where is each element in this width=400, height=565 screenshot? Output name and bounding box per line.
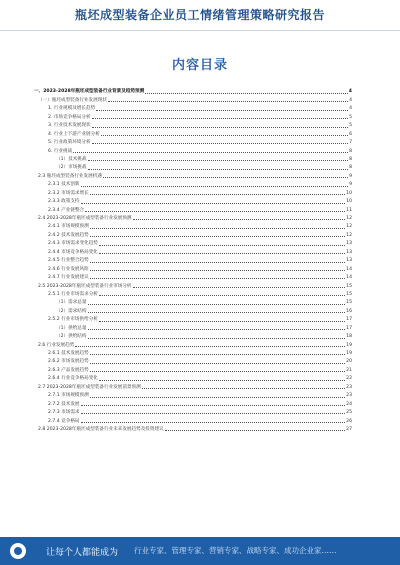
toc-entry[interactable] [34, 146, 352, 154]
toc-entry-page: 14 [346, 275, 352, 281]
toc-entry-label: 6. 行业挑战 [48, 148, 73, 154]
toc-entry-page: 5 [349, 114, 352, 120]
toc-leader-dots [88, 338, 346, 339]
toc-entry-label: 一、2023-2028年瓶坯成型装备行业背景及趋势预测 [34, 89, 145, 95]
toc-entry[interactable] [34, 95, 352, 103]
toc-entry-page: 17 [346, 317, 352, 323]
toc-entry[interactable] [34, 180, 352, 188]
toc-entry[interactable] [34, 374, 352, 382]
toc-entry-page: 9 [349, 173, 352, 179]
toc-entry-label: 2.3.4 产业链整合 [48, 207, 85, 213]
footer-banner [0, 537, 400, 565]
toc-leader-dots [133, 219, 346, 220]
toc-leader-dots [85, 211, 345, 212]
toc-entry-page: 6 [349, 131, 352, 137]
toc-entry-page: 12 [346, 232, 352, 238]
toc-entry-page: 15 [346, 300, 352, 306]
toc-leader-dots [88, 329, 346, 330]
toc-entry-page: 5 [349, 123, 352, 129]
toc-entry-page: 12 [346, 224, 352, 230]
toc-leader-dots [90, 363, 345, 364]
toc-entry[interactable] [34, 104, 352, 112]
toc-entry[interactable] [34, 239, 352, 247]
toc-entry-page: 24 [346, 401, 352, 407]
toc-entry-page: 4 [349, 106, 352, 112]
toc-entry-label: （2）需求结构 [56, 308, 87, 314]
toc-entry[interactable] [34, 138, 352, 146]
toc-entry-label: （2）供给结构 [56, 334, 87, 340]
footer-tagline: 行业专家、管理专家、营销专家、战略专家、成功企业家…… [134, 546, 337, 555]
toc-leader-dots [99, 380, 345, 381]
toc-entry-label: 2.6.4 行业竞争格局变化 [48, 376, 98, 382]
toc-entry[interactable] [34, 163, 352, 171]
toc-entry-page: 15 [346, 283, 352, 289]
toc-leader-dots [96, 110, 348, 111]
toc-entry[interactable] [34, 171, 352, 179]
toc-entry-label: 2.4.2 技术发展趋势 [48, 232, 89, 238]
toc-entry-label: 2.6.1 技术发展趋势 [48, 351, 89, 356]
toc-leader-dots [99, 253, 345, 254]
toc-entry-label: 2.8 2023-2028年瓶坯成型装备行业未来发展趋势及投资建议 [38, 426, 164, 432]
toc-entry[interactable] [34, 129, 352, 137]
toc-entry[interactable] [34, 425, 352, 433]
toc-entry[interactable] [34, 264, 352, 272]
toc-entry[interactable] [34, 323, 352, 331]
toc-leader-dots [103, 177, 348, 178]
toc-leader-dots [75, 346, 345, 347]
brand-logo-icon [10, 543, 26, 559]
toc-entry-page: 26 [346, 418, 352, 424]
toc-entry[interactable] [34, 155, 352, 163]
toc-leader-dots [88, 160, 349, 161]
toc-leader-dots [92, 127, 348, 128]
toc-entry-page: 12 [346, 216, 352, 221]
toc-entry[interactable] [34, 399, 352, 407]
toc-leader-dots [81, 203, 346, 204]
toc-entry[interactable] [34, 256, 352, 264]
toc-entry-page: 10 [346, 190, 352, 196]
toc-entry-label: 2.6 行业发展趋势 [38, 342, 75, 348]
toc-entry[interactable] [34, 306, 352, 314]
toc-leader-dots [90, 228, 345, 229]
toc-entry-label: 4. 行业上下游产业链分析 [48, 131, 100, 137]
toc-entry-label: 1. 行业规模及增长趋势 [48, 106, 96, 112]
toc-entry-page: 22 [346, 376, 352, 382]
toc-leader-dots [92, 143, 348, 144]
toc-heading: 内容目录 [171, 58, 228, 73]
toc-entry[interactable] [34, 357, 352, 365]
toc-entry[interactable] [34, 349, 352, 357]
toc-entry[interactable] [34, 365, 352, 373]
toc-entry-label: 2.3.3 政策支持 [48, 199, 80, 205]
toc-entry-label: 2.6.3 产品发展趋势 [48, 367, 89, 373]
page-header [0, 0, 400, 31]
toc-entry-label: 2.4 2023-2028年瓶坯成型装备行业发展预测 [38, 216, 132, 221]
document-title: 瓶坯成型装备企业员工情绪管理策略研究报告 [74, 8, 325, 22]
toc-leader-dots [99, 295, 345, 296]
toc-entry[interactable] [34, 273, 352, 281]
toc-leader-dots [90, 397, 345, 398]
toc-entry-page: 10 [346, 199, 352, 205]
toc-leader-dots [90, 278, 345, 279]
toc-entry-label: 2.5.1 行业市场需求分析 [48, 291, 98, 297]
toc-entry-label: 2.7.2 技术发展 [48, 401, 80, 407]
toc-entry-label: 2.4.7 行业发展建议 [48, 275, 89, 281]
toc-entry-page: 23 [346, 393, 352, 399]
toc-entry[interactable] [34, 197, 352, 205]
toc-entry[interactable] [34, 332, 352, 340]
toc-entry-label: 2.7 2023-2028年瓶坯成型装备行业发展前景预测 [38, 384, 141, 390]
toc-entry-page: 25 [346, 410, 352, 416]
toc-leader-dots [142, 388, 345, 389]
toc-entry-label: 2.7.4 竞争格局 [48, 418, 80, 424]
toc-entry-page: 13 [346, 249, 352, 255]
toc-entry-label: 2.5.2 行业市场供给分析 [48, 317, 98, 323]
toc-leader-dots [90, 194, 345, 195]
toc-leader-dots [90, 371, 345, 372]
toc-entry-page: 19 [346, 351, 352, 356]
toc-entry-page: 23 [346, 384, 352, 390]
toc-entry-page: 4 [348, 89, 352, 95]
toc-leader-dots [99, 245, 345, 246]
toc-entry[interactable] [34, 298, 352, 306]
toc-entry-page: 7 [349, 140, 352, 146]
toc-entry-page: 8 [349, 156, 352, 162]
toc-entry[interactable] [34, 408, 352, 416]
toc-entry-page: 13 [346, 258, 352, 264]
toc-entry-label: 2.4.4 市场竞争格局变化 [48, 249, 98, 255]
toc-entry-label: 2.7.3 市场需求 [48, 410, 80, 416]
toc-entry-page: 14 [346, 266, 352, 272]
toc-entry[interactable] [34, 188, 352, 196]
toc-leader-dots [90, 354, 345, 355]
toc-entry[interactable] [34, 382, 352, 390]
toc-entry[interactable] [34, 87, 352, 95]
toc-leader-dots [92, 118, 348, 119]
toc-leader-dots [90, 262, 345, 263]
toc-leader-dots [81, 422, 346, 423]
toc-entry[interactable] [34, 214, 352, 222]
toc-entry-page: 21 [346, 367, 352, 373]
toc-entry[interactable] [34, 340, 352, 348]
toc-entry-label: 2.4.5 行业整合趋势 [48, 258, 89, 264]
toc-entry-label: 2.3 瓶坯成型装备行业发展机遇 [38, 173, 102, 179]
toc-leader-dots [90, 270, 345, 271]
toc-entry[interactable] [34, 222, 352, 230]
toc-leader-dots [133, 287, 346, 288]
toc-entry[interactable] [34, 315, 352, 323]
toc-entry-label: 2.4.1 市场规模预测 [48, 224, 89, 230]
toc-entry-label: （1）技术挑战 [56, 156, 87, 162]
toc-entry-label: 2.5 2023-2028年瓶坯成型装备行业市场分析 [38, 283, 132, 289]
toc-entry-page: 20 [346, 359, 352, 365]
toc-leader-dots [165, 430, 345, 431]
toc-entry-page: 18 [346, 334, 352, 340]
toc-entry[interactable] [34, 247, 352, 255]
toc-leader-dots [81, 413, 346, 414]
toc-entry-page: 11 [346, 207, 352, 213]
toc-entry-label: 5. 行业政策环境分析 [48, 140, 91, 146]
toc-entry[interactable] [34, 205, 352, 213]
table-of-contents [34, 87, 352, 433]
toc-entry-label: （一）瓶坯成型装备行业发展现状 [38, 97, 107, 103]
toc-leader-dots [101, 135, 348, 136]
toc-entry-label: 2.4.3 市场需求变化趋势 [48, 241, 98, 247]
toc-entry-label: 2.6.2 市场发展趋势 [48, 359, 89, 365]
toc-leader-dots [81, 186, 349, 187]
toc-entry-page: 8 [349, 148, 352, 154]
toc-entry-page: 4 [349, 97, 352, 103]
toc-leader-dots [99, 321, 345, 322]
toc-leader-dots [81, 405, 346, 406]
toc-leader-dots [88, 169, 349, 170]
toc-entry[interactable] [34, 281, 352, 289]
toc-entry-page: 15 [346, 291, 352, 297]
toc-leader-dots [73, 152, 348, 153]
toc-leader-dots [90, 236, 345, 237]
toc-leader-dots [88, 312, 346, 313]
toc-entry[interactable] [34, 121, 352, 129]
toc-entry-label: 3. 行业技术发展现状 [48, 123, 91, 129]
toc-entry[interactable] [34, 112, 352, 120]
toc-leader-dots [88, 304, 346, 305]
toc-entry-page: 19 [346, 342, 352, 348]
toc-entry-page: 8 [349, 165, 352, 171]
toc-entry[interactable] [34, 290, 352, 298]
footer-slogan: 让每个人都能成为 [46, 548, 119, 558]
toc-entry[interactable] [34, 391, 352, 399]
toc-entry[interactable] [34, 230, 352, 238]
toc-entry-label: 2.7.1 市场规模预测 [48, 393, 89, 399]
toc-entry-page: 27 [346, 426, 352, 432]
toc-entry-page: 9 [349, 182, 352, 188]
toc-entry-label: 2.3.1 技术创新 [48, 182, 80, 188]
toc-entry-label: （2）市场挑战 [56, 165, 87, 171]
toc-entry-label: 2.4.6 行业发展风险 [48, 266, 89, 272]
toc-entry-label: （1）供给总量 [56, 325, 87, 331]
toc-leader-dots [145, 93, 348, 94]
toc-entry-label: 2. 市场竞争格局分析 [48, 114, 91, 120]
toc-entry-label: 2.3.2 市场需求增长 [48, 190, 89, 196]
toc-leader-dots [108, 101, 348, 102]
toc-entry-label: （1）需求总量 [56, 300, 87, 306]
toc-entry-page: 16 [346, 308, 352, 314]
toc-entry-page: 17 [346, 325, 352, 331]
toc-entry-page: 13 [346, 241, 352, 247]
toc-entry[interactable] [34, 416, 352, 424]
